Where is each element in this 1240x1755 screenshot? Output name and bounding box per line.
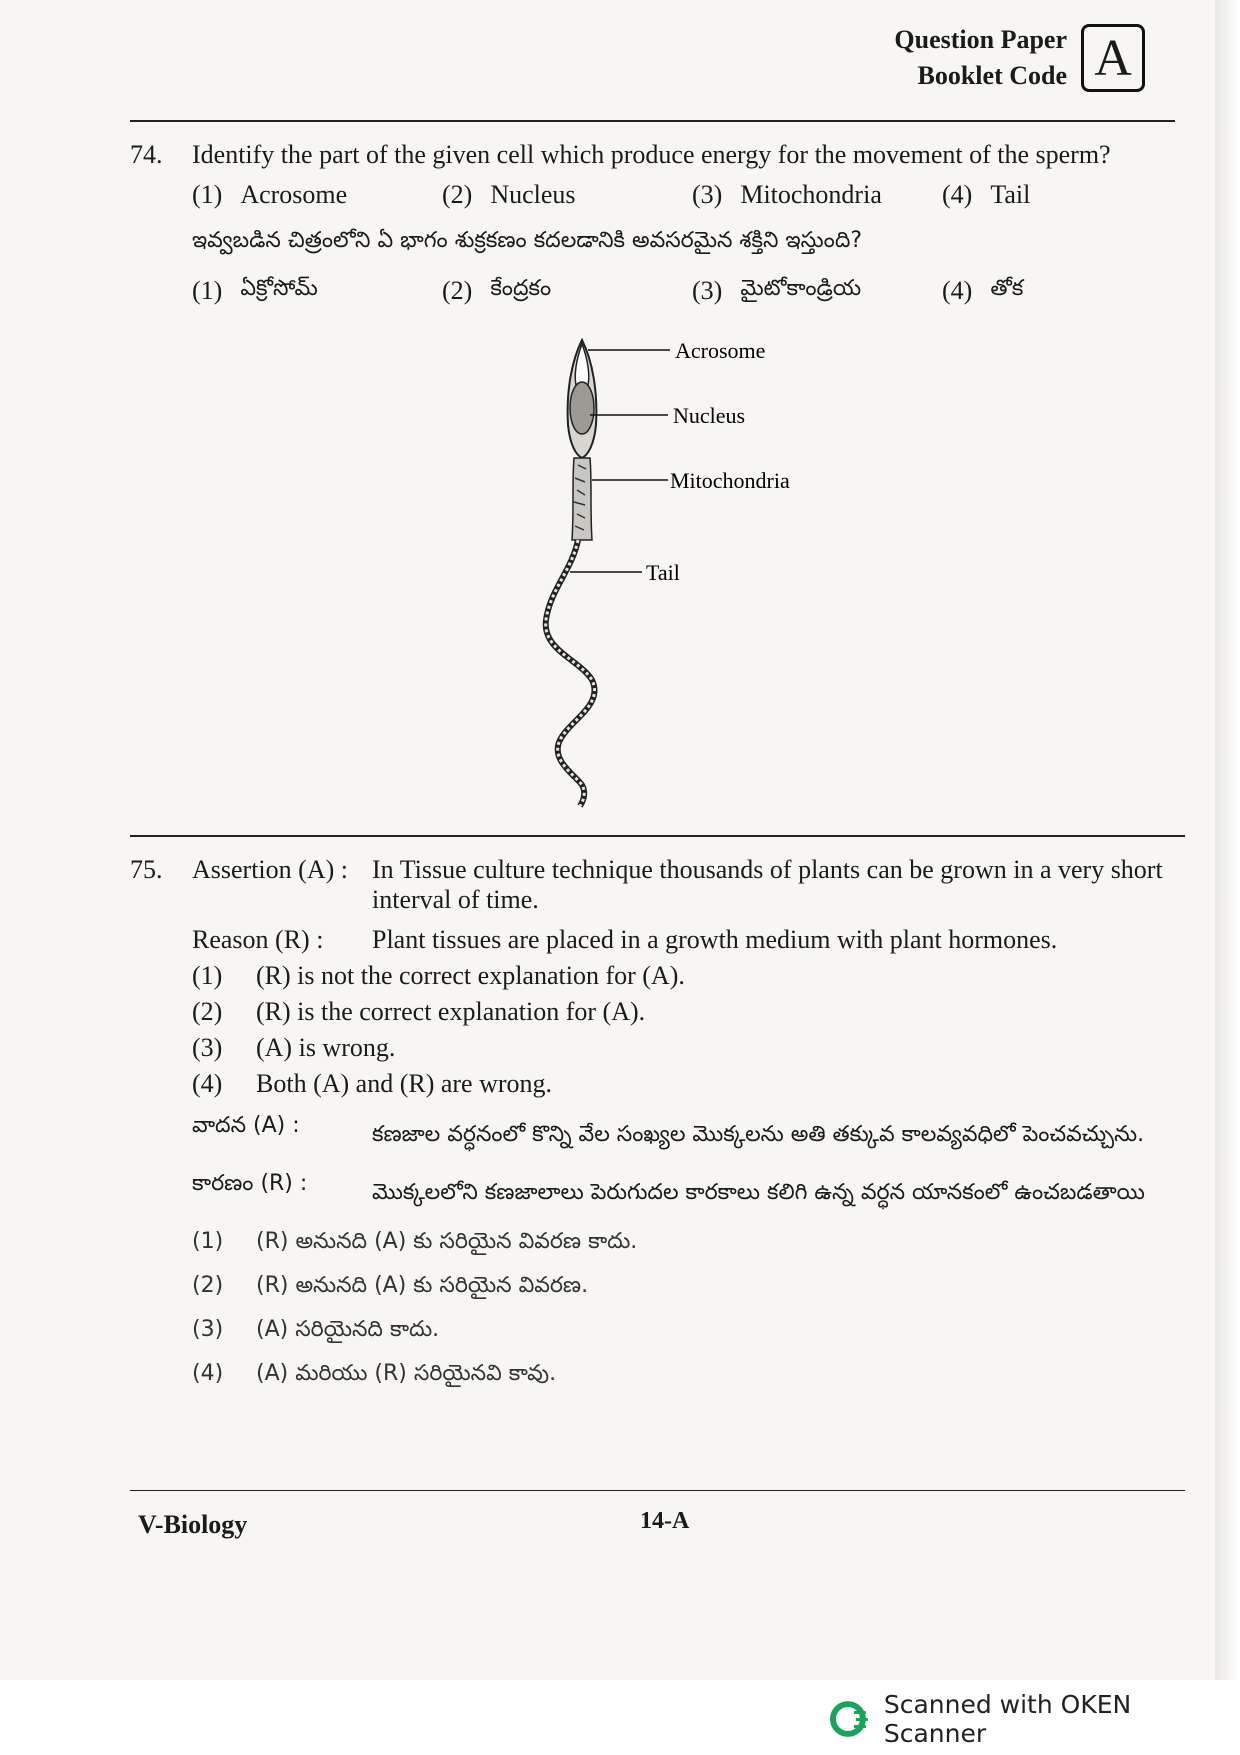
assertion-label: Assertion (A) : — [192, 855, 348, 884]
option-text: (R) is the correct explanation for (A). — [256, 997, 646, 1026]
option-text: (A) మరియు (R) సరియైనవి కావు. — [256, 1361, 557, 1386]
question-text: Identify the part of the given cell which produce energy for the movement of the sperm? — [192, 140, 1111, 169]
option-text: Mitochondria — [740, 180, 882, 209]
option-text: (A) is wrong. — [256, 1033, 396, 1062]
option-te — [192, 1361, 1200, 1391]
header-line-2: Booklet Code — [917, 61, 1067, 90]
sperm-cell-diagram — [520, 330, 840, 830]
page-edge — [1215, 0, 1240, 1680]
header-text — [894, 22, 1067, 94]
option — [942, 276, 1023, 306]
option-text: Both (A) and (R) are wrong. — [256, 1069, 553, 1098]
label-nucleus: Nucleus — [673, 403, 746, 428]
option-text: ఏక్రోసోమ్ — [240, 276, 318, 301]
header-divider — [130, 120, 1175, 122]
option-number: (1) — [192, 1229, 224, 1254]
option — [192, 1033, 1200, 1063]
option-te — [192, 1273, 1200, 1303]
nucleus-shape — [570, 382, 594, 434]
scanner-text: Scanned with OKEN Scanner — [883, 1690, 1132, 1748]
option-number: (3) — [692, 180, 723, 209]
label-mitochondria: Mitochondria — [670, 468, 790, 493]
option — [192, 276, 442, 306]
option — [442, 276, 692, 306]
option-number: (2) — [192, 1273, 224, 1298]
tail-texture — [546, 540, 595, 806]
midpiece-shape — [572, 458, 592, 540]
option-number: (4) — [192, 1361, 224, 1386]
option-text: తోక — [990, 276, 1024, 301]
question-74 — [130, 140, 1190, 306]
assertion-text-te: కణజాల వర్ధనంలో కొన్ని వేల సంఖ్యల మొక్కలను అతి తక్కువ కాలవ్యవధిలో పెంచవచ్చును. — [372, 1122, 1145, 1147]
option-te — [192, 1317, 1200, 1347]
option — [192, 1069, 1200, 1099]
footer-subject: V-Biology — [138, 1510, 248, 1539]
option-number: (2) — [442, 180, 473, 209]
option-text: (R) అనునది (A) కు సరియైన వివరణ కాదు. — [256, 1229, 638, 1254]
option-number: (2) — [192, 997, 223, 1026]
reason-label: Reason (R) : — [192, 925, 324, 954]
question-number: 74. — [130, 140, 163, 169]
scanner-watermark — [830, 1690, 1240, 1748]
option-number: (1) — [192, 276, 223, 305]
assertion-label-te: వాదన (A) : — [192, 1113, 300, 1138]
footer-page-number: 14-A — [640, 1508, 690, 1534]
assertion-text: In Tissue culture technique thousands of plants can be grown in a very short interval of time. — [372, 855, 1163, 914]
option-text: (R) is not the correct explanation for (A). — [256, 961, 685, 990]
reason-text-te: మొక్కలలోని కణజాలాలు పెరుగుదల కారకాలు కలిగి ఉన్న వర్ధన యానకంలో ఉంచబడతాయి — [372, 1180, 1145, 1205]
option-number: (1) — [192, 180, 223, 209]
option-te — [192, 1229, 1200, 1259]
sperm-illustration — [546, 340, 597, 806]
option — [942, 180, 1030, 210]
option — [192, 180, 442, 210]
scanner-logo-icon — [830, 1699, 870, 1739]
option-number: (3) — [192, 1033, 223, 1062]
footer-divider — [130, 1490, 1185, 1491]
label-acrosome: Acrosome — [675, 338, 766, 363]
option-number: (3) — [192, 1317, 224, 1342]
label-tail: Tail — [646, 560, 680, 585]
option-number: (1) — [192, 961, 223, 990]
header-line-1: Question Paper — [894, 25, 1067, 54]
option-number: (4) — [942, 180, 973, 209]
option-number: (4) — [192, 1069, 223, 1098]
option-text: కేంద్రకం — [490, 276, 552, 301]
reason-label-te: కారణం (R) : — [192, 1171, 308, 1196]
question-divider — [130, 835, 1185, 837]
assertion-te — [192, 1113, 1200, 1157]
option-text: (R) అనునది (A) కు సరియైన వివరణ. — [256, 1273, 589, 1298]
options-en — [192, 180, 1190, 210]
option-number: (2) — [442, 276, 473, 305]
options-te — [192, 276, 1190, 306]
reason-text: Plant tissues are placed in a growth medium with plant hormones. — [372, 925, 1058, 954]
option-text: (A) సరియైనది కాదు. — [256, 1317, 440, 1342]
option — [192, 997, 1200, 1027]
question-75 — [130, 855, 1200, 1391]
option-number: (3) — [692, 276, 723, 305]
option — [692, 276, 942, 306]
option-text: మైటోకాండ్రియ — [740, 276, 862, 301]
option-text: Acrosome — [240, 180, 348, 209]
option-text: Nucleus — [490, 180, 576, 209]
question-text-te: ఇవ్వబడిన చిత్రంలోని ఏ భాగం శుక్రకణం కదలడానికి అవసరమైన శక్తిని ఇస్తుంది? — [192, 228, 863, 253]
option — [442, 180, 692, 210]
booklet-code-header — [894, 22, 1145, 94]
option-number: (4) — [942, 276, 973, 305]
option — [192, 961, 1200, 991]
booklet-code-box: A — [1081, 24, 1145, 92]
question-number: 75. — [130, 855, 163, 884]
option — [692, 180, 942, 210]
reason-te — [192, 1171, 1200, 1215]
option-text: Tail — [990, 180, 1031, 209]
